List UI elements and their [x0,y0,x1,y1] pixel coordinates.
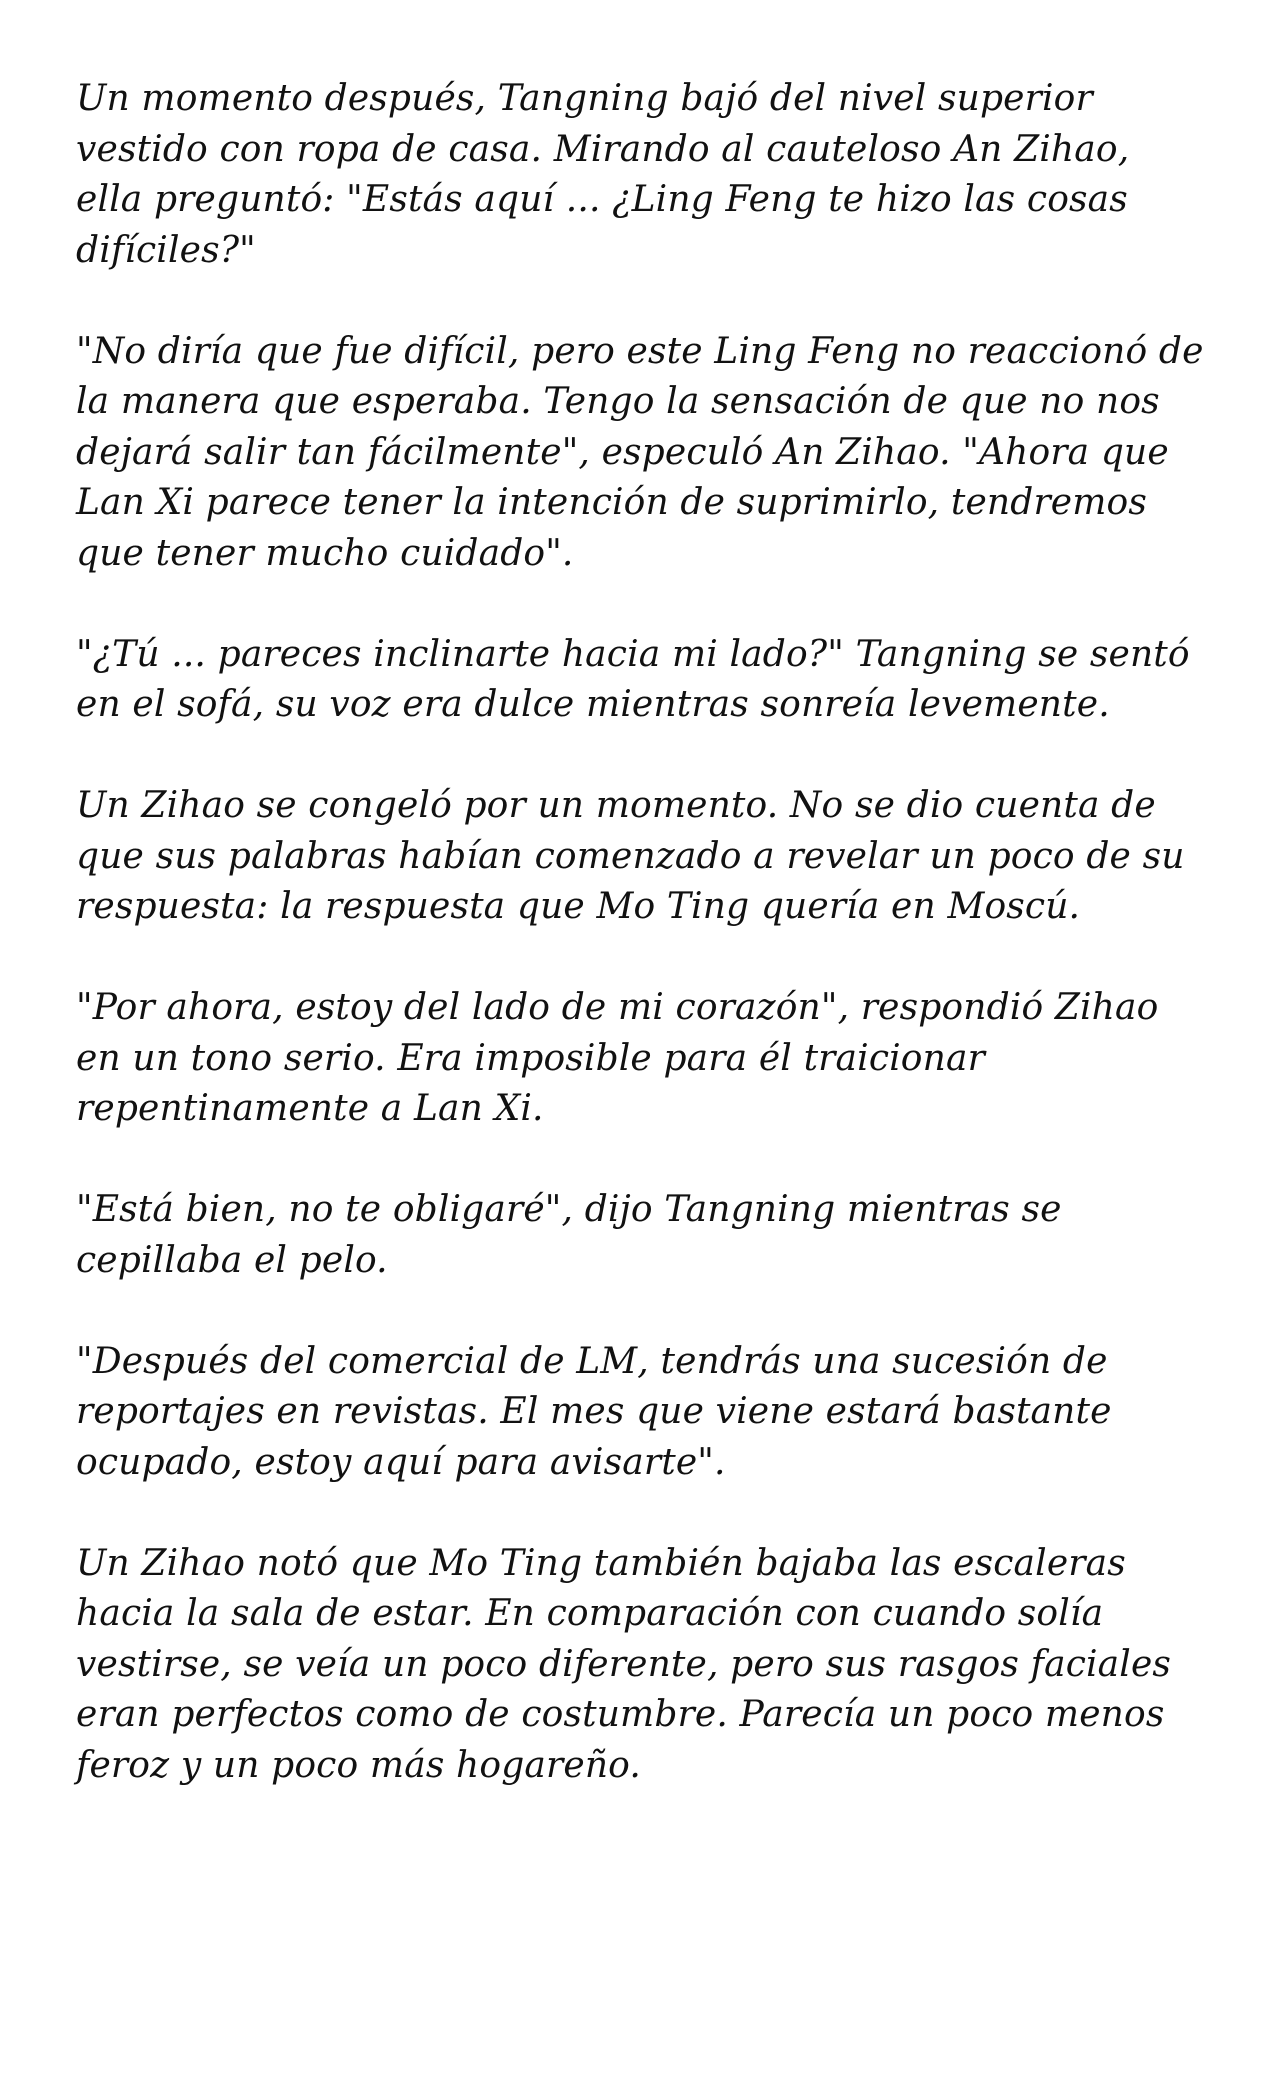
document-page [76,74,1206,1791]
paragraph-2: "No diría que fue difícil, pero este Ling Feng no reaccionó de la manera que esperaba. Tengo la sensación de que no nos dejará salir tan fácilmente", especuló An Zihao. "Ahora que Lan Xi parece tener la intención de suprimirlo, tendremos que tener mucho cuidado". [76,330,1204,574]
paragraph-5: "Por ahora, estoy del lado de mi corazón", respondió Zihao en un tono serio. Era imposible para él traicionar repentinamente a Lan Xi. [76,987,1159,1129]
paragraph-4: Un Zihao se congeló por un momento. No se dio cuenta de que sus palabras habían comenzado a revelar un poco de su respuesta: la respuesta que Mo Ting quería en Moscú. [76,785,1185,927]
paragraph-7: "Después del comercial de LM, tendrás una sucesión de reportajes en revistas. El mes que viene estará bastante ocupado, estoy aquí para avisarte". [76,1340,1112,1483]
paragraph-8: Un Zihao notó que Mo Ting también bajaba las escaleras hacia la sala de estar. En comparación con cuando solía vestirse, se veía un poco diferente, pero sus rasgos faciales eran perfectos como de costumbre. Parecía un poco menos feroz y un poco más hogareño. [76,1542,1172,1786]
paragraph-3: "¿Tú ... pareces inclinarte hacia mi lado?" Tangning se sentó en el sofá, su voz era dulce mientras sonreía levemente. [76,633,1190,725]
paragraph-1: Un momento después, Tangning bajó del nivel superior vestido con ropa de casa. Mirando al cauteloso An Zihao, ella preguntó: "Estás aquí ... ¿Ling Feng te hizo las cosas difíciles?" [76,78,1130,271]
paragraph-6: "Está bien, no te obligaré", dijo Tangning mientras se cepillaba el pelo. [76,1189,1062,1281]
